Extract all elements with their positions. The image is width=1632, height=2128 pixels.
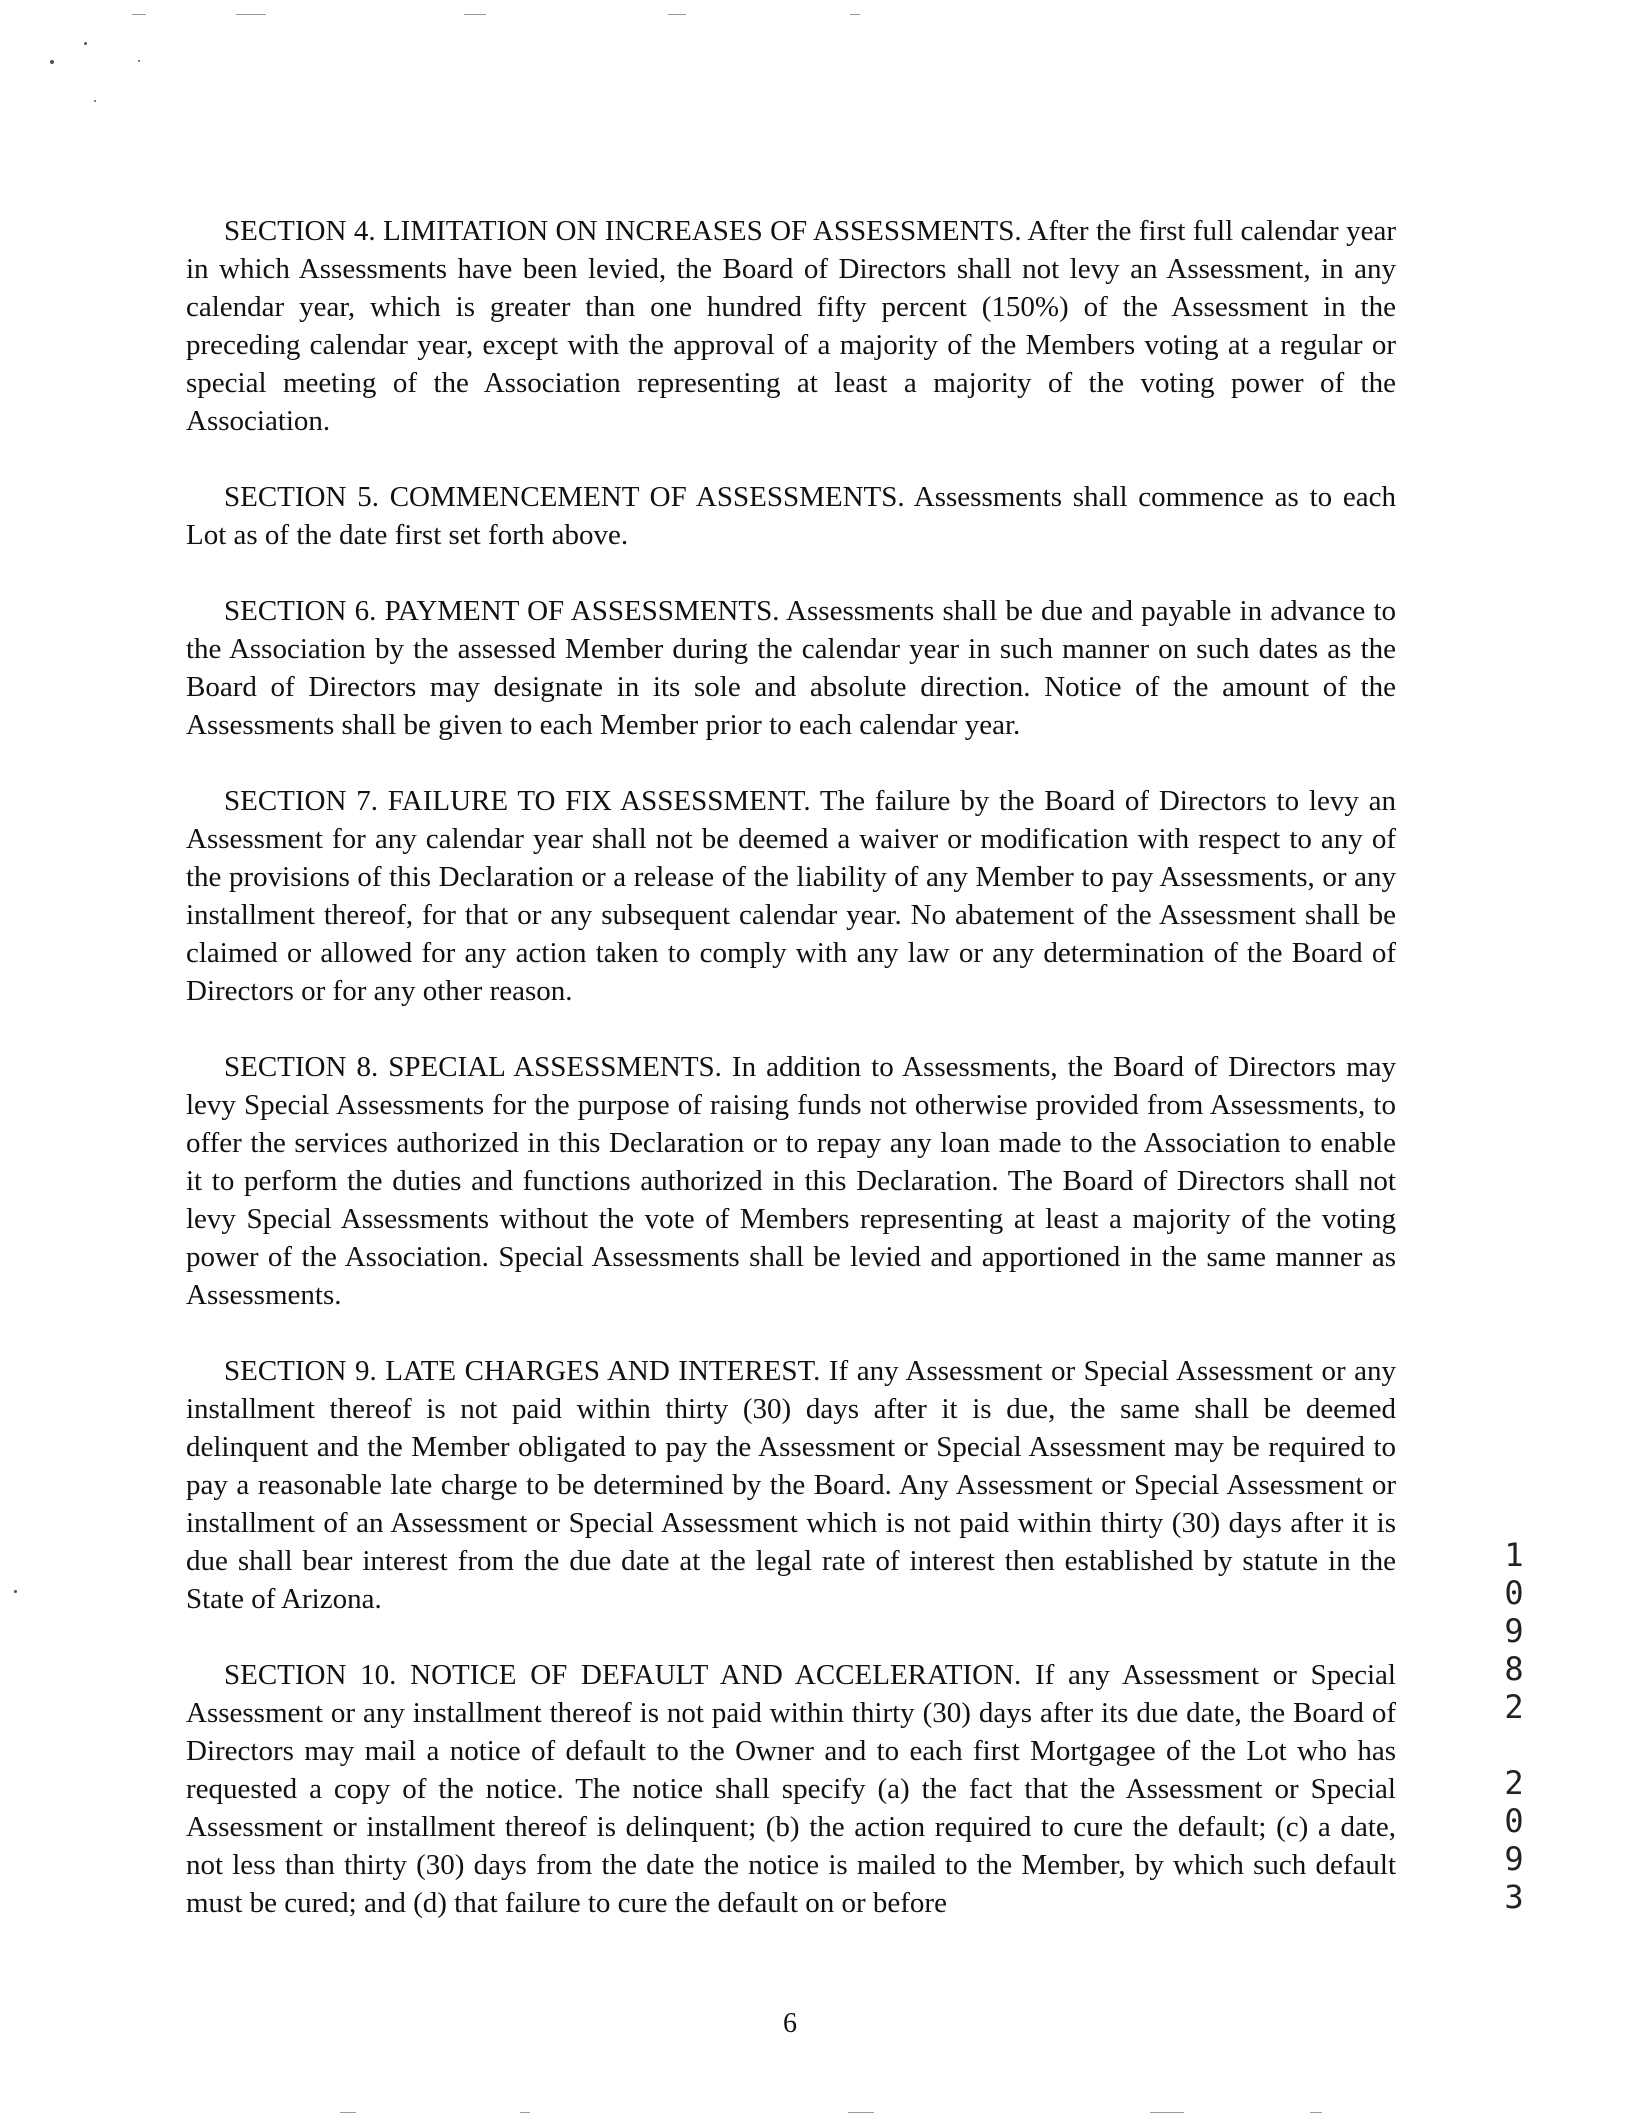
scan-artifact xyxy=(1310,2112,1322,2113)
scan-artifact xyxy=(84,42,87,45)
scan-artifact xyxy=(236,14,266,15)
scan-artifact xyxy=(1150,2112,1184,2113)
stamp-digit: 0 xyxy=(1504,1574,1524,1612)
section-5-paragraph: SECTION 5. COMMENCEMENT OF ASSESSMENTS. Assessments shall commence as to each Lot as of the date first set forth above. xyxy=(186,481,1396,551)
page-number: 6 xyxy=(783,2008,797,2039)
scan-artifact xyxy=(94,100,96,102)
stamp-digit: 2 xyxy=(1504,1764,1524,1802)
stamp-digit: 8 xyxy=(1504,1650,1524,1688)
stamp-digit: 2 xyxy=(1504,1688,1524,1726)
stamp-digit: 9 xyxy=(1504,1840,1524,1878)
stamp-digit: 0 xyxy=(1504,1802,1524,1840)
section-10-paragraph: SECTION 10. NOTICE OF DEFAULT AND ACCELERATION. If any Assessment or Special Assessment or any installment thereof is not paid within thirty (30) days after its due date, the Board of Directors may mail a notice of default to the Owner and to each first Mortgagee of the Lot who has requested a copy of the notice. The notice shall specify (a) the fact that the Assessment or Special Assessment or installment thereof is delinquent; (b) the action required to cure the default; (c) a date, not less than thirty (30) days from the date the notice is mailed to the Member, by which such default must be cured; and (d) that failure to cure the default on or before xyxy=(186,1659,1396,1919)
body-text xyxy=(186,212,1396,1922)
section-8-paragraph: SECTION 8. SPECIAL ASSESSMENTS. In addition to Assessments, the Board of Directors may levy Special Assessments for the purpose of raising funds not otherwise provided from Assessments, to offer the services authorized in this Declaration or to repay any loan made to the Association to enable it to perform the duties and functions authorized in this Declaration. The Board of Directors shall not levy Special Assessments without the vote of Members representing at least a majority of the voting power of the Association. Special Assessments shall be levied and apportioned in the same manner as Assessments. xyxy=(186,1051,1396,1311)
stamp-digit: 3 xyxy=(1504,1878,1524,1916)
section-7-paragraph: SECTION 7. FAILURE TO FIX ASSESSMENT. The failure by the Board of Directors to levy an Assessment for any calendar year shall not be deemed a waiver or modification with respect to any of the provisions of this Declaration or a release of the liability of any Member to pay Assessments, or any installment thereof, for that or any subsequent calendar year. No abatement of the Assessment shall be claimed or allowed for any action taken to comply with any law or any determination of the Board of Directors or for any other reason. xyxy=(186,785,1396,1007)
scan-artifact xyxy=(848,2112,874,2113)
scan-artifact xyxy=(340,2112,356,2113)
scan-artifact xyxy=(132,14,146,15)
section-6-paragraph: SECTION 6. PAYMENT OF ASSESSMENTS. Assessments shall be due and payable in advance to the Association by the assessed Member during the calendar year in such manner on such dates as the Board of Directors may designate in its sole and absolute direction. Notice of the amount of the Assessments shall be given to each Member prior to each calendar year. xyxy=(186,595,1396,741)
scan-artifact xyxy=(850,14,860,15)
scan-artifact xyxy=(464,14,486,15)
scan-artifact xyxy=(520,2112,530,2113)
section-9-paragraph: SECTION 9. LATE CHARGES AND INTEREST. If any Assessment or Special Assessment or any installment thereof is not paid within thirty (30) days after it is due, the same shall be deemed delinquent and the Member obligated to pay the Assessment or Special Assessment may be required to pay a reasonable late charge to be determined by the Board. Any Assessment or Special Assessment or installment of an Assessment or Special Assessment which is not paid within thirty (30) days after it is due shall bear interest from the due date at the legal rate of interest then established by statute in the State of Arizona. xyxy=(186,1355,1396,1615)
scan-artifact xyxy=(668,14,686,15)
recording-stamp xyxy=(1494,1536,1534,1916)
stamp-gap xyxy=(1494,1726,1534,1764)
stamp-digit: 9 xyxy=(1504,1612,1524,1650)
scan-artifact xyxy=(138,60,140,62)
scan-artifact xyxy=(14,1590,17,1593)
scan-artifact xyxy=(50,60,54,64)
stamp-digit: 1 xyxy=(1504,1536,1524,1574)
section-4-paragraph: SECTION 4. LIMITATION ON INCREASES OF ASSESSMENTS. After the first full calendar year in which Assessments have been levied, the Board of Directors shall not levy an Assessment, in any calendar year, which is greater than one hundred fifty percent (150%) of the Assessment in the preceding calendar year, except with the approval of a majority of the Members voting at a regular or special meeting of the Association representing at least a majority of the voting power of the Association. xyxy=(186,215,1396,437)
